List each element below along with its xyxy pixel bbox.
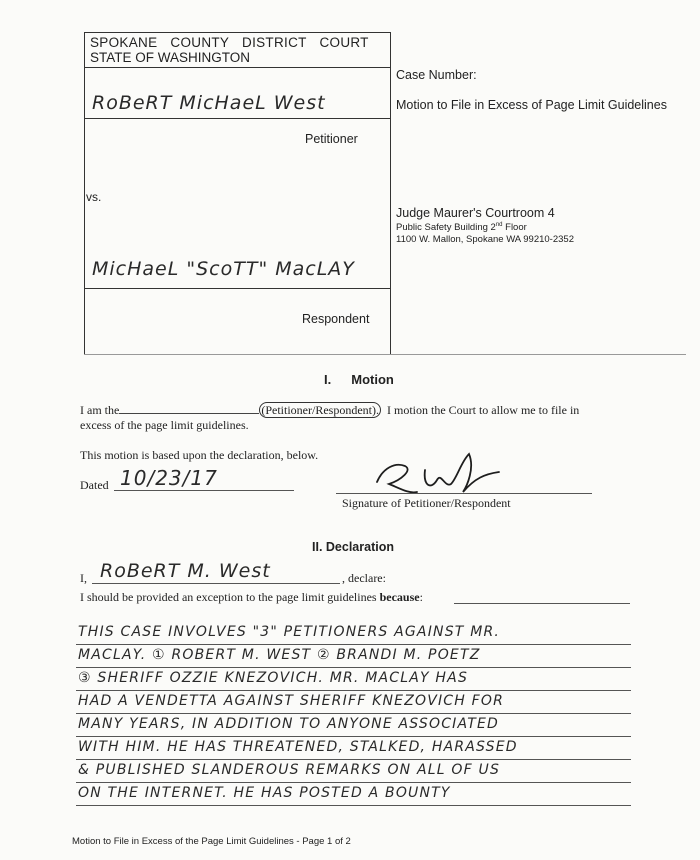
- case-number-label: Case Number:: [396, 68, 477, 82]
- dated-value: 10/23/17: [120, 466, 218, 490]
- declaration-line: WITH HIM. HE HAS THREATENED, STALKED, HARASSED: [78, 739, 518, 755]
- declaration-line: & PUBLISHED SLANDEROUS REMARKS ON ALL OF US: [78, 762, 501, 778]
- ruled-line: [76, 713, 631, 714]
- declare-label: , declare:: [342, 571, 386, 585]
- motion-statement-line1: I am the (Petitioner/Respondent). I motion the Court to allow me to file in: [80, 403, 580, 417]
- declaration-line: MACLAY. ① ROBERT M. WEST ② BRANDI M. POETZ: [78, 647, 481, 663]
- versus-label: vs.: [86, 190, 102, 204]
- signature-label: Signature of Petitioner/Respondent: [342, 496, 511, 510]
- ruled-line: [76, 644, 631, 645]
- declaration-line: ③ SHERIFF OZZIE KNEZOVICH. MR. MACLAY HAS: [78, 670, 469, 686]
- ruled-line: [76, 690, 631, 691]
- ruled-line: [76, 805, 631, 806]
- ruled-line: [76, 759, 631, 760]
- motion-heading: I. Motion: [324, 372, 394, 387]
- respondent-name: MicHaeL "ScoTT" MacLAY: [92, 258, 355, 280]
- declarant-name: RoBeRT M. West: [100, 560, 271, 582]
- ruled-line: [76, 736, 631, 737]
- motion-statement-line2: excess of the page limit guidelines.: [80, 418, 249, 432]
- declaration-line: ON THE INTERNET. HE HAS POSTED A BOUNTY: [78, 785, 451, 801]
- dated-label: Dated: [80, 478, 109, 492]
- petitioner-label: Petitioner: [305, 132, 358, 146]
- court-address: 1100 W. Mallon, Spokane WA 99210-2352: [396, 234, 574, 245]
- court-name: SPOKANE COUNTY DISTRICT COURT: [90, 35, 369, 50]
- declarant-i-label: I,: [80, 571, 87, 585]
- declaration-line: THIS CASE INVOLVES "3" PETITIONERS AGAINST MR.: [78, 624, 501, 640]
- state-name: STATE OF WASHINGTON: [90, 50, 251, 65]
- declaration-line: MANY YEARS, IN ADDITION TO ANYONE ASSOCIATED: [78, 716, 500, 732]
- respondent-label: Respondent: [302, 312, 370, 326]
- declaration-heading: II. Declaration: [312, 540, 394, 554]
- building-line: Public Safety Building 2nd Floor: [396, 222, 527, 234]
- page-footer: Motion to File in Excess of the Page Limit Guidelines - Page 1 of 2: [72, 836, 351, 847]
- courtroom-label: Judge Maurer's Courtroom 4: [396, 206, 555, 220]
- ruled-line: [76, 667, 631, 668]
- because-statement: I should be provided an exception to the page limit guidelines because:: [80, 590, 423, 604]
- declaration-line: HAD A VENDETTA AGAINST SHERIFF KNEZOVICH FOR: [78, 693, 505, 709]
- petitioner-selection: (Petitioner/Respondent).: [261, 403, 379, 417]
- petitioner-name: RoBeRT MicHaeL West: [92, 92, 326, 114]
- document-title: Motion to File in Excess of Page Limit Guidelines: [396, 98, 667, 112]
- ruled-line: [76, 782, 631, 783]
- motion-basis: This motion is based upon the declaration, below.: [80, 448, 319, 462]
